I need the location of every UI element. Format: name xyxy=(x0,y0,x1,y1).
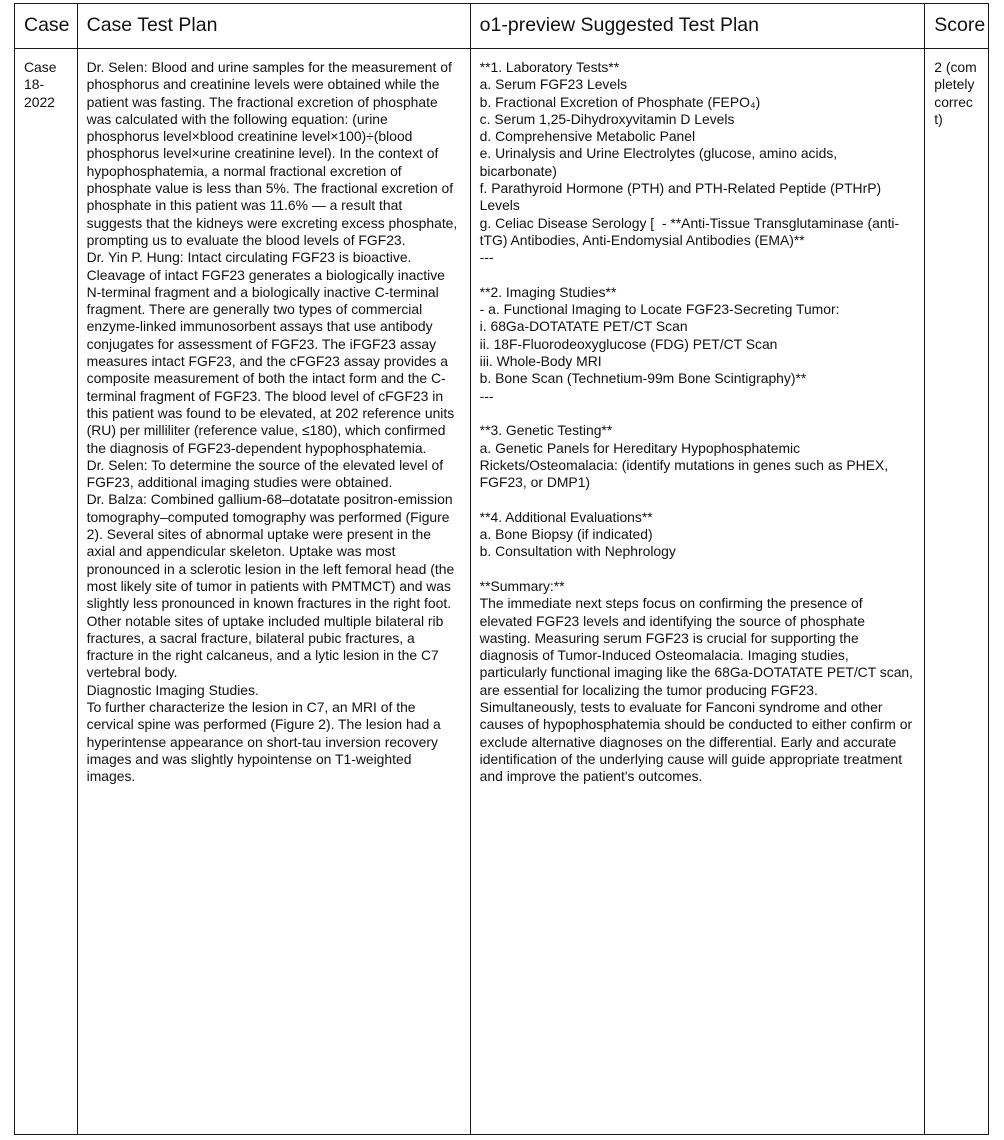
plan-paragraph: Diagnostic Imaging Studies. xyxy=(86,681,259,698)
o1-line: b. Bone Scan (Technetium-99m Bone Scintigraphy)** xyxy=(479,370,807,387)
o1-line: b. Fractional Excretion of Phosphate (FEPO₄) xyxy=(479,93,761,110)
o1-line: c. Serum 1,25-Dihydroxyvitamin D Levels xyxy=(479,110,735,127)
o1-line: - a. Functional Imaging to Locate FGF23-Secreting Tumor: xyxy=(479,301,840,318)
case-test-plan-cell xyxy=(77,49,470,1135)
o1-line: d. Comprehensive Metabolic Panel xyxy=(479,128,696,145)
o1-line: **1. Laboratory Tests** xyxy=(479,59,620,75)
plan-paragraph: To further characterize the lesion in C7, an MRI of the cervical spine was performed (Figure 2). The lesion had a hyperintense appearance on short-tau inversion recovery images and was slightly hypointense on T1-weighted images. xyxy=(86,698,445,785)
case-id-cell: Case 18-2022 xyxy=(15,49,78,1135)
plan-paragraph: Dr. Yin P. Hung: Intact circulating FGF23 is bioactive. Cleavage of intact FGF23 generates a biologically inactive N-terminal fragment and a biologically inactive C-terminal fragment. There are generally two types of commercial enzyme-linked immunosorbent assays that use antibody conjugates for assessment of FGF23. The iFGF23 assay measures intact FGF23, and the cFGF23 assay provides a composite measurement of both the intact form and the C-terminal fragment of FGF23. The blood level of cFGF23 in this patient was found to be elevated, at 202 reference units (RU) per milliliter (reference value, ≤180), which confirmed the diagnosis of FGF23-dependent hypophosphatemia. xyxy=(86,249,459,456)
header-o1-suggested-plan: o1-preview Suggested Test Plan xyxy=(470,4,925,49)
o1-line: f. Parathyroid Hormone (PTH) and PTH-Related Peptide (PTHrP) Levels xyxy=(479,180,885,214)
o1-separator: --- xyxy=(479,249,494,266)
o1-line: i. 68Ga-DOTATATE PET/CT Scan xyxy=(479,318,688,335)
o1-line: **2. Imaging Studies** xyxy=(479,283,617,300)
blank-line xyxy=(480,405,916,422)
score-cell: 2 (completely correct) xyxy=(925,49,989,1135)
o1-line: g. Celiac Disease Serology [ - **Anti-Tissue Transglutaminase (anti-tTG) Antibodies, Anti-Endomysial Antibodies (EMA)** xyxy=(479,214,900,248)
header-score: Score xyxy=(925,4,989,49)
header-case: Case xyxy=(15,4,78,49)
o1-line: b. Consultation with Nephrology xyxy=(479,543,676,560)
blank-line xyxy=(480,267,916,284)
header-case-test-plan: Case Test Plan xyxy=(77,4,470,49)
plan-paragraph: Dr. Selen: To determine the source of the elevated level of FGF23, additional imaging studies were obtained. xyxy=(86,456,447,491)
o1-line: **Summary:** xyxy=(479,577,565,594)
o1-summary: The immediate next steps focus on confirming the presence of elevated FGF23 levels and identifying the source of phosphate wasting. Measuring serum FGF23 is crucial for supporting the diagnosis of Tumor-Induced Osteomalacia. Imaging studies, particularly functional imaging like the 68Ga-DOTATATE PET/CT scan, are essential for localizing the tumor producing FGF23. Simultaneously, tests to evaluate for Fanconi syndrome and other causes of hypophosphatemia should be conducted to either confirm or exclude alternative diagnoses on the differential. Early and accurate identification of the underlying cause will guide appropriate treatment and improve the patient's outcomes. xyxy=(479,595,917,785)
o1-line: ii. 18F-Fluorodeoxyglucose (FDG) PET/CT Scan xyxy=(479,335,778,352)
blank-line xyxy=(480,491,916,508)
o1-line: a. Serum FGF23 Levels xyxy=(479,76,628,93)
blank-line xyxy=(480,561,916,578)
o1-separator: --- xyxy=(479,387,494,404)
table-row xyxy=(15,49,989,1135)
plan-paragraph: Dr. Selen: Blood and urine samples for the measurement of phosphorus and creatinine levels were obtained while the patient was fasting. The fractional excretion of phosphate was calculated with the following equation: (urine phosphorus level×blood creatinine level×100)÷(blood phosphorus level×urine creatinine level). In the context of hypophosphatemia, a normal fractional excretion of phosphate value is less than 5%. The fractional excretion of phosphate in this patient was 11.6% — a result that suggests that the kidneys were excreting excess phosphate, prompting us to evaluate the blood levels of FGF23. xyxy=(86,59,462,248)
o1-line: a. Bone Biopsy (if indicated) xyxy=(479,526,653,543)
comparison-table xyxy=(14,3,989,1135)
o1-line: a. Genetic Panels for Hereditary Hypophosphatemic Rickets/Osteomalacia: (identify mutations in genes such as PHEX, FGF23, or DMP1) xyxy=(479,439,892,491)
o1-line: iii. Whole-Body MRI xyxy=(479,353,602,370)
header-row xyxy=(15,4,989,49)
o1-line: **3. Genetic Testing** xyxy=(479,422,613,439)
o1-line: e. Urinalysis and Urine Electrolytes (glucose, amino acids, bicarbonate) xyxy=(479,145,841,179)
plan-paragraph: Dr. Balza: Combined gallium-68–dotatate positron-emission tomography–computed tomography was performed (Figure 2). Several sites of abnormal uptake were present in the axial and appendicular skeleton. Uptake was most pronounced in a sclerotic lesion in the left femoral head (the most likely site of tumor in patients with PMTMCT) and was slightly less pronounced in known fractures in the right foot. Other notable sites of uptake included multiple bilateral rib fractures, a sacral fracture, bilateral pubic fractures, a fracture in the right calcaneus, and a lytic lesion in the C7 vertebral body. xyxy=(86,491,459,681)
o1-line: **4. Additional Evaluations** xyxy=(479,508,653,525)
o1-plan-cell xyxy=(470,49,925,1135)
